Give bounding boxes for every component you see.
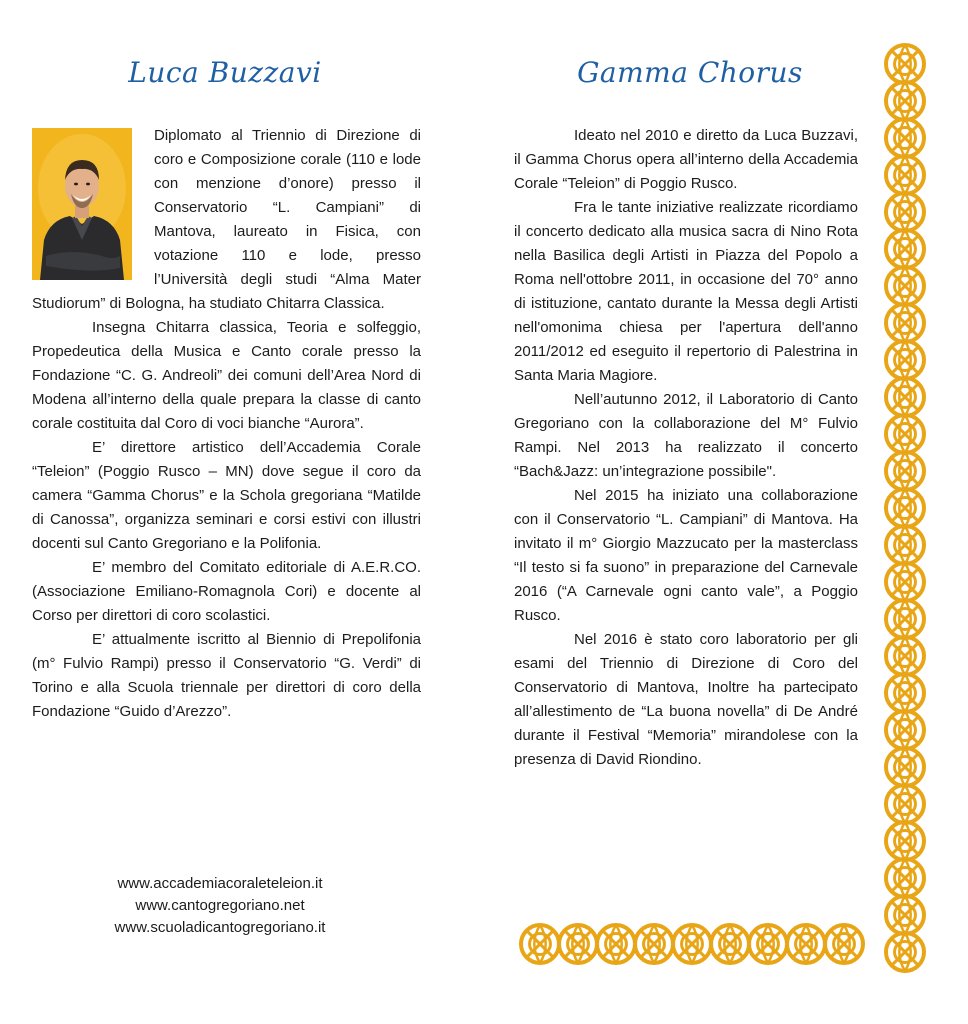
knot-ornament: [886, 748, 924, 786]
knot-ornament: [886, 341, 924, 379]
knot-ornament: [886, 230, 924, 268]
knot-ornament: [886, 452, 924, 490]
knot-ornament: [886, 193, 924, 231]
biography-intro: Diplomato al Triennio di Direzione di coro e Composizione corale (110 e lode con menzione d’onore) presso il Conservatorio “L. Campiani” di Mantova, laureato in Fisica, con votazione 110 e lode, presso l’Università degli studi “Alma Mater Studiorum” di Bologna, ha studiato Chitarra Classica.: [32, 127, 421, 312]
knot-ornament: [711, 925, 749, 963]
chorus-paragraph: Nel 2015 ha iniziato una collaborazione con il Conservatorio “L. Campiani” di Mantova. Ha invitato il m° Giorgio Mazzucato per la masterclass “Il testo si fa suono” in preparazione del Carnevale 2016 (“A Carnevale ogni canto vale”, a Poggio Rusco.: [514, 487, 858, 624]
knot-ornament: [886, 674, 924, 712]
knot-ornament: [825, 925, 863, 963]
knot-ornament: [521, 925, 559, 963]
celtic-knot-border-vertical: [870, 34, 940, 979]
biography-column: [32, 124, 421, 724]
biography-paragraph: E’ attualmente iscritto al Biennio di Prepolifonia (m° Fulvio Rampi) presso il Conservatorio “G. Verdi” di Torino e alla Scuola triennale per direttori di coro della Fondazione “Guido d’Arezzo”.: [32, 631, 421, 720]
chorus-paragraph: Nel 2016 è stato coro laboratorio per gli esami del Triennio di Direzione di Coro del Conservatorio di Mantova, Inoltre ha partecipato all’allestimento de “La buona novella” di De André durante il Festival “Memoria” mirandolese con la presenza di David Riondino.: [514, 631, 858, 768]
knot-ornament: [886, 600, 924, 638]
knot-ornament: [787, 925, 825, 963]
knot-ornament: [597, 925, 635, 963]
link-accademia[interactable]: www.accademiacoraleteleion.it: [117, 875, 323, 892]
knot-ornament: [886, 119, 924, 157]
portrait-photo: [32, 128, 132, 280]
chorus-paragraph: Fra le tante iniziative realizzate ricordiamo il concerto dedicato alla musica sacra di Nino Rota nella Basilica degli Artisti in Piazza del Popolo a Roma nell'ottobre 2011, in occasione del 70° anno di istituzione, cantato durante la Messa degli Artisti nell'omonima chiesa per l'apertura dell'anno 2011/2012 ed eseguito il repertorio di Palestrina in Santa Maria Magiore.: [514, 199, 858, 384]
knot-ornament: [886, 45, 924, 83]
biography-paragraph: Insegna Chitarra classica, Teoria e solfeggio, Propedeutica della Musica e Canto corale presso la Fondazione “C. G. Andreoli” dei comuni dell’Area Nord di Modena all’interno della quale prepara la classe di canto corale costituita dal Coro di voci bianche “Aurora”.: [32, 319, 421, 432]
link-scuola[interactable]: www.scuoladicantogregoriano.it: [114, 919, 326, 936]
knot-ornament: [886, 304, 924, 342]
knot-ornament: [886, 711, 924, 749]
link-cantogregoriano[interactable]: www.cantogregoriano.net: [135, 897, 305, 914]
knot-ornament: [635, 925, 673, 963]
chorus-paragraph: Nell’autunno 2012, il Laboratorio di Canto Gregoriano con la collaborazione del M° Fulvio Rampi. Nel 2013 ha realizzato il concerto “Bach&Jazz: un’integrazione possibile".: [514, 391, 858, 480]
knot-ornament: [886, 933, 924, 971]
biography-paragraph: E’ direttore artistico dell’Accademia Corale “Teleion” (Poggio Rusco – MN) dove segue il coro da camera “Gamma Chorus” e la Schola gregoriana “Matilde di Canossa”, organizza seminari e corsi estivi con illustri docenti sul Canto Gregoriano e la Polifonia.: [32, 439, 421, 552]
website-links: [70, 873, 370, 939]
chorus-paragraph: Ideato nel 2010 e diretto da Luca Buzzavi, il Gamma Chorus opera all’interno della Accademia Corale “Teleion” di Poggio Rusco.: [514, 127, 858, 192]
knot-ornament: [886, 415, 924, 453]
luca-buzzavi-title: Luca Buzzavi: [128, 56, 322, 89]
knot-ornament: [559, 925, 597, 963]
knot-ornament: [749, 925, 787, 963]
biography-paragraph: E’ membro del Comitato editoriale di A.E.R.CO. (Associazione Emiliano-Romagnola Cori) e docente al Corso per direttori di coro scolastici.: [32, 559, 421, 624]
knot-ornament: [886, 822, 924, 860]
knot-ornament: [886, 563, 924, 601]
knot-ornament: [886, 637, 924, 675]
knot-ornament: [886, 156, 924, 194]
knot-ornament: [886, 489, 924, 527]
knot-ornament: [673, 925, 711, 963]
knot-ornament: [886, 378, 924, 416]
celtic-knot-border-horizontal: [514, 908, 874, 980]
knot-ornament: [886, 526, 924, 564]
gamma-chorus-title: Gamma Chorus: [577, 56, 803, 89]
chorus-history-column: [514, 124, 858, 772]
knot-ornament: [886, 785, 924, 823]
knot-ornament: [886, 267, 924, 305]
knot-ornament: [886, 859, 924, 897]
knot-ornament: [886, 896, 924, 934]
knot-ornament: [886, 82, 924, 120]
